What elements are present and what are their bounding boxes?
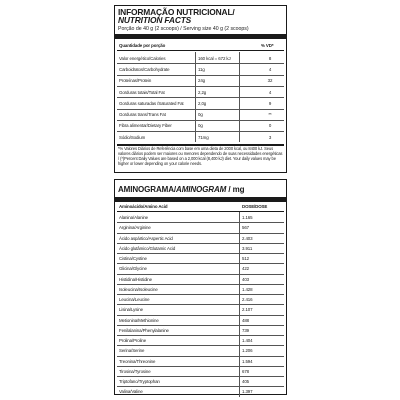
amino-acid-name: Isoleucina/Isoleucine — [119, 286, 158, 292]
row-divider — [117, 356, 284, 357]
nutrition-label: Gorduras totais/Total Fat — [119, 89, 165, 95]
thick-divider — [115, 34, 286, 39]
nutrition-vd: ** — [268, 112, 272, 118]
header-quantity: Quantidade por porção — [119, 43, 166, 48]
row-divider — [117, 222, 284, 223]
header-divider — [117, 50, 284, 51]
column-divider — [239, 52, 240, 142]
row-divider — [117, 75, 284, 76]
aminogram-title-pt: AMINOGRAMA/ — [118, 185, 177, 194]
nutrition-amount: 2,2g — [198, 89, 207, 95]
amino-acid-dose: 678 — [242, 368, 250, 374]
nutrition-vd: 4 — [268, 89, 272, 95]
row-divider — [117, 243, 284, 244]
amino-acid-name: Leucina/Leucine — [119, 297, 150, 302]
amino-acid-name: Valina/Valine — [119, 389, 143, 395]
row-divider — [117, 294, 284, 295]
row-divider — [117, 274, 284, 275]
aminogram-title-unit: / mg — [226, 185, 245, 194]
serving-size: Porção de 40 g (2 scoops) / Serving size 40 g (2 scoops) — [118, 26, 249, 32]
amino-acid-name: Alanina/Alanine — [119, 215, 149, 220]
nutrition-amount: 0g — [198, 123, 203, 129]
nutrition-label: Sódio/Sodium — [119, 134, 146, 140]
nutrition-vd: 4 — [268, 66, 272, 72]
amino-acid-name: Metionina/Methionine — [119, 317, 159, 323]
amino-acid-name: Fenilalanina/Phenylalanine — [119, 327, 169, 333]
nutrition-label: Proteínas/Protein — [119, 78, 152, 84]
row-divider — [117, 120, 284, 121]
row-divider — [117, 284, 284, 285]
amino-acid-name: Tirosina/Tyrosine — [119, 368, 151, 374]
amino-acid-name: Treonina/Threonine — [119, 358, 156, 364]
amino-acid-dose: 739 — [242, 327, 250, 333]
amino-acid-name: Prolina/Proline — [119, 338, 147, 343]
column-divider — [195, 52, 196, 142]
amino-acid-dose: 1.397 — [242, 389, 253, 395]
amino-acid-dose: 488 — [242, 317, 250, 323]
nutrition-vd: 32 — [267, 78, 273, 84]
row-divider — [117, 97, 284, 98]
nutrition-amount: 24g — [198, 78, 206, 84]
nutrition-amount: 160 kcal = 672 kJ — [198, 55, 231, 61]
nutrition-vd: 0 — [268, 123, 272, 129]
aminogram-panel — [114, 179, 287, 395]
amino-acid-dose: 2.107 — [242, 307, 253, 313]
nutrition-vd: 9 — [268, 100, 272, 106]
row-divider — [117, 304, 284, 305]
row-divider — [117, 376, 284, 377]
amino-acid-name: Glicina/Glycine — [119, 266, 147, 272]
amino-acid-dose: 2.403 — [242, 235, 253, 241]
nutrition-vd: 8 — [268, 55, 272, 61]
nutrition-amount: 2,0g — [198, 100, 207, 106]
amino-acid-name: Ácido glutâmico/Glutamic Acid — [119, 245, 176, 251]
nutrition-label: Gorduras saturadas /Saturated Fat — [119, 100, 184, 106]
row-divider — [117, 386, 284, 387]
thick-divider — [115, 197, 286, 202]
aminogram-title — [118, 185, 244, 194]
header-amino-acid: Aminoácido/Amino Acid — [119, 204, 168, 209]
amino-acid-dose: 2.416 — [242, 297, 253, 302]
row-divider — [117, 345, 284, 346]
amino-acid-name: Lisina/Lysine — [119, 307, 143, 313]
nutrition-label: Valor energético/Calories — [119, 55, 166, 61]
row-divider — [117, 263, 284, 264]
row-divider — [117, 253, 284, 254]
amino-acid-dose: 403 — [242, 276, 250, 282]
amino-acid-name: Arginina/Arginine — [119, 225, 151, 231]
amino-acid-name: Triptofano/Tryptophan — [119, 379, 160, 384]
row-divider — [117, 109, 284, 110]
row-divider — [117, 86, 284, 87]
nutrition-label: Fibra alimentar/Dietary Fiber — [119, 123, 172, 129]
amino-acid-dose: 567 — [242, 225, 250, 231]
amino-acid-dose: 3.911 — [242, 245, 253, 251]
nutrition-vd: 3 — [268, 134, 272, 140]
amino-acid-dose: 422 — [242, 266, 250, 272]
header-vd: % VD* — [261, 43, 274, 48]
nutrition-facts-panel — [114, 5, 287, 173]
nutrition-amount: 71mg — [198, 134, 209, 140]
amino-acid-dose: 1.594 — [242, 358, 253, 364]
header-divider — [117, 211, 284, 212]
row-divider — [117, 63, 284, 64]
amino-acid-name: Ácido aspártico/Aspertic Acid — [119, 235, 173, 241]
amino-acid-dose: 1.165 — [242, 215, 253, 220]
row-divider — [117, 366, 284, 367]
row-divider — [117, 131, 284, 132]
footnote: *% Valores Diários de Referência com base em uma dieta de 2000 kcal, ou 8400 kJ. Seus valores diários podem ser maiores ou menores dependendo de suas necessidades energéticas / (*)Percent Daily Values are based on a 2,000 kcal (8,400 kJ) diet. Your daily values may be higher or lower depending on your calorie needs. — [118, 146, 283, 166]
column-divider — [239, 212, 240, 397]
nutrition-label: Carboidratos/Carbohydrate — [119, 66, 170, 72]
header-dose: DOSE/DOSE — [242, 204, 268, 209]
amino-acid-name: Histidina/Histidine — [119, 276, 152, 282]
amino-acid-name: Cistina/Cystine — [119, 256, 147, 261]
amino-acid-dose: 1.428 — [242, 286, 253, 292]
amino-acid-dose: 1.404 — [242, 338, 253, 343]
amino-acid-dose: 1.206 — [242, 348, 253, 354]
amino-acid-dose: 512 — [242, 256, 250, 261]
amino-acid-name: Serina/Serine — [119, 348, 145, 354]
aminogram-title-en: AMINOGRAM — [176, 185, 227, 194]
amino-acid-dose: 405 — [242, 379, 250, 384]
row-divider — [117, 325, 284, 326]
row-divider — [117, 233, 284, 234]
nutrition-amount: 0g — [198, 112, 203, 118]
nutrition-title-en: NUTRITION FACTS — [118, 15, 192, 25]
row-divider — [117, 335, 284, 336]
nutrition-title-pt: INFORMAÇÃO NUTRICIONAL/ — [118, 7, 235, 17]
nutrition-label: Gorduras trans/Trans Fat — [119, 112, 166, 118]
nutrition-amount: 11g — [198, 66, 205, 72]
row-divider — [117, 315, 284, 316]
